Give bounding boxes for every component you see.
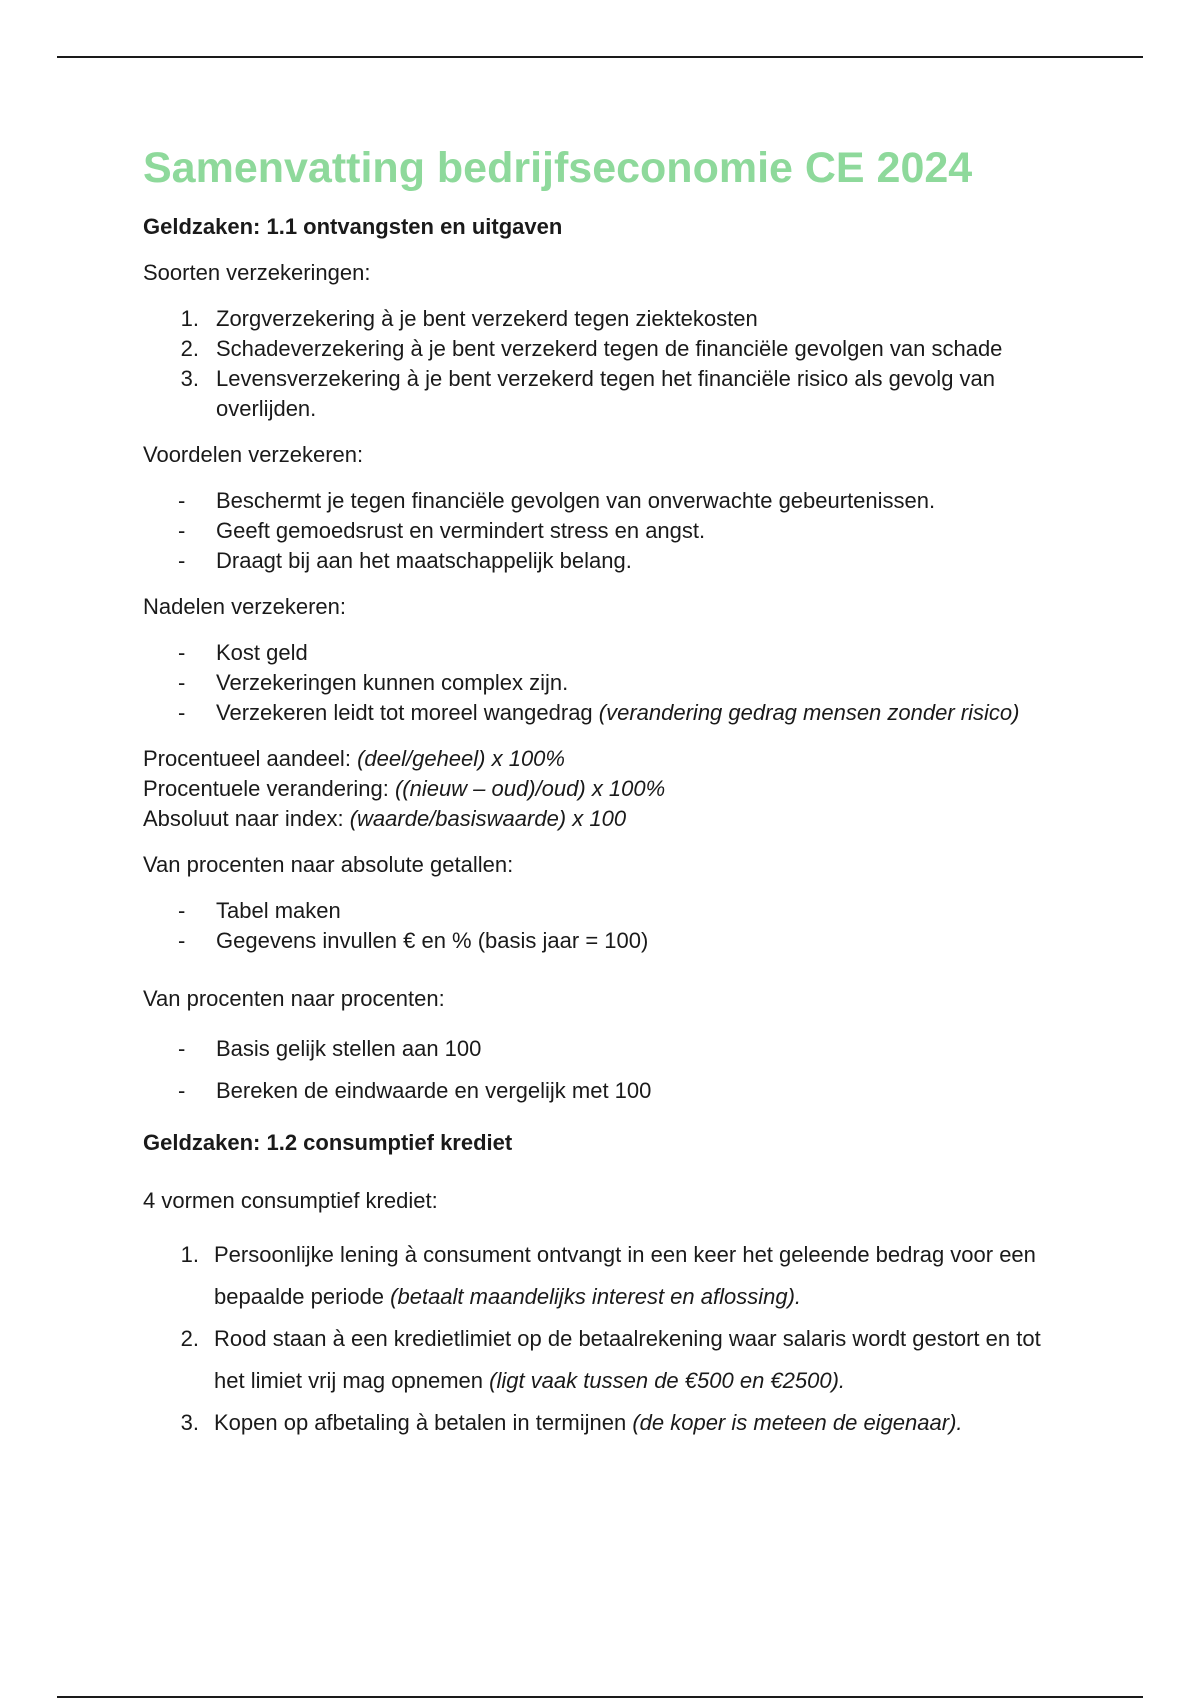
formula-line: Procentuele verandering: ((nieuw – oud)/oud) x 100% <box>143 776 666 801</box>
section-heading-1-1: Geldzaken: 1.1 ontvangsten en uitgaven <box>143 214 563 239</box>
list-item: - Verzekeren leidt tot moreel wangedrag (verandering gedrag mensen zonder risico) <box>178 700 1020 725</box>
insurance-types-label: Soorten verzekeringen: <box>143 260 371 285</box>
section-heading-1-2: Geldzaken: 1.2 consumptief krediet <box>143 1130 513 1155</box>
list-item: - Basis gelijk stellen aan 100 <box>178 1036 482 1061</box>
credit-label: 4 vormen consumptief krediet: <box>143 1188 438 1213</box>
disadvantages-label: Nadelen verzekeren: <box>143 594 347 619</box>
pct-to-pct-label: Van procenten naar procenten: <box>143 986 445 1011</box>
list-item: 1. Zorgverzekering à je bent verzekerd tegen ziektekosten <box>180 306 758 331</box>
disadvantages-list <box>143 638 1063 728</box>
list-item: - Bereken de eindwaarde en vergelijk met 100 <box>178 1078 652 1103</box>
formula-line: Absoluut naar index: (waarde/basiswaarde) x 100 <box>143 806 627 831</box>
list-item: - Tabel maken <box>178 898 341 923</box>
page-title: Samenvatting bedrijfseconomie CE 2024 <box>143 144 973 192</box>
list-item: 2. Schadeverzekering à je bent verzekerd tegen de financiële gevolgen van schade <box>180 336 1003 361</box>
list-item: - Kost geld <box>178 640 308 665</box>
advantages-list <box>143 486 1063 576</box>
advantages-label: Voordelen verzekeren: <box>143 442 364 467</box>
insurance-types-list <box>143 304 1063 424</box>
bottom-rule <box>57 1696 1143 1698</box>
top-rule <box>57 56 1143 58</box>
list-item: 2. Rood staan à een kredietlimiet op de betaalrekening waar salaris wordt gestort en tot het limiet vrij mag opnemen (ligt vaak tussen de €500 en €2500). <box>180 1326 1041 1393</box>
list-item: - Verzekeringen kunnen complex zijn. <box>178 670 569 695</box>
pct-to-abs-label: Van procenten naar absolute getallen: <box>143 852 514 877</box>
list-item: 3. Levensverzekering à je bent verzekerd tegen het financiële risico als gevolg van overlijden. <box>180 366 996 421</box>
list-item: 3. Kopen op afbetaling à betalen in termijnen (de koper is meteen de eigenaar). <box>180 1410 963 1435</box>
pct-to-pct-list <box>143 1028 1063 1112</box>
credit-forms-list <box>143 1234 1063 1444</box>
formulas-block <box>143 744 1063 834</box>
list-item: - Gegevens invullen € en % (basis jaar = 100) <box>178 928 649 953</box>
formula-line: Procentueel aandeel: (deel/geheel) x 100% <box>143 746 565 771</box>
document-body <box>143 140 1063 1444</box>
list-item: - Draagt bij aan het maatschappelijk belang. <box>178 548 632 573</box>
list-item: 1. Persoonlijke lening à consument ontvangt in een keer het geleende bedrag voor een bepaalde periode (betaalt maandelijks interest en aflossing). <box>180 1242 1036 1309</box>
list-item: - Beschermt je tegen financiële gevolgen van onverwachte gebeurtenissen. <box>178 488 936 513</box>
list-item: - Geeft gemoedsrust en vermindert stress en angst. <box>178 518 706 543</box>
pct-to-abs-list <box>143 896 1063 956</box>
